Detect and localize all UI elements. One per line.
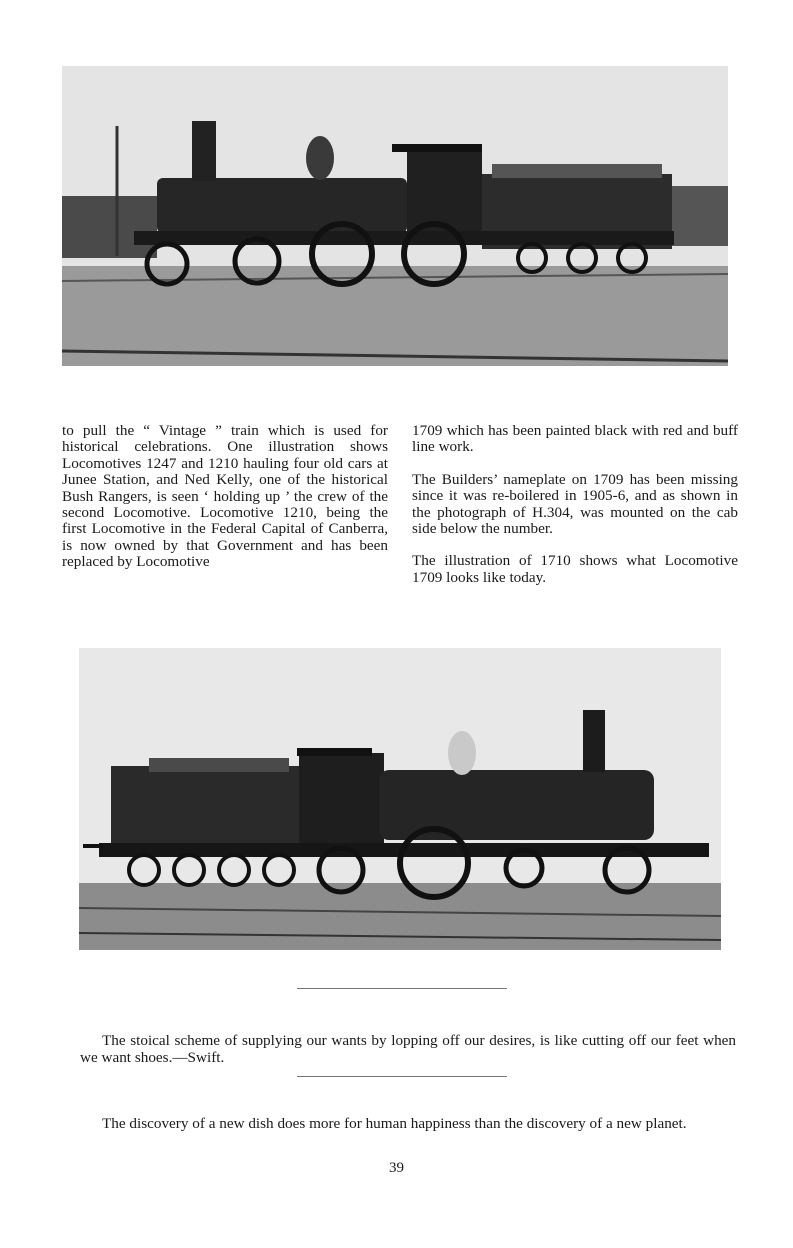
article-paragraph: to pull the “ Vintage ” train which is used for historical celebrations. One illustration shows Locomotives 1247 and 1210 hauling four old cars at Junee Station, and Ned Kelly, one of the historical Bush Rangers, is seen ‘ holding up ’ the crew of the second Locomotive. Locomotive 1210, being the first Locomotive in the Federal Capital of Canberra, is now owned by that Government and has been replaced by Locomotive bbox=[62, 422, 388, 571]
article-paragraph: The Builders’ nameplate on 1709 has been missing since it was re-boilered in 1905-6, and as shown in the photograph of H.304, was mounted on the cab side below the number. bbox=[412, 470, 738, 538]
locomotive-photo-top bbox=[62, 66, 728, 366]
article-paragraph: The illustration of 1710 shows what Locomotive 1709 looks like today. bbox=[412, 552, 738, 586]
article-right-column bbox=[412, 423, 738, 602]
quote: The stoical scheme of supplying our wants by lopping off our desires, is like cutting off our feet when we want shoes.—Swift. bbox=[80, 1032, 736, 1066]
locomotive-illustration bbox=[79, 648, 721, 950]
page-number: 39 bbox=[389, 1160, 404, 1176]
locomotive-photo-bottom bbox=[79, 648, 721, 950]
divider bbox=[297, 1076, 507, 1077]
quote: The discovery of a new dish does more for human happiness than the discovery of a new planet. bbox=[102, 1115, 687, 1133]
article-paragraph: 1709 which has been painted black with red and buff line work. bbox=[412, 422, 738, 456]
divider bbox=[297, 988, 507, 989]
article-left-column bbox=[62, 423, 388, 587]
locomotive-illustration bbox=[62, 66, 728, 366]
